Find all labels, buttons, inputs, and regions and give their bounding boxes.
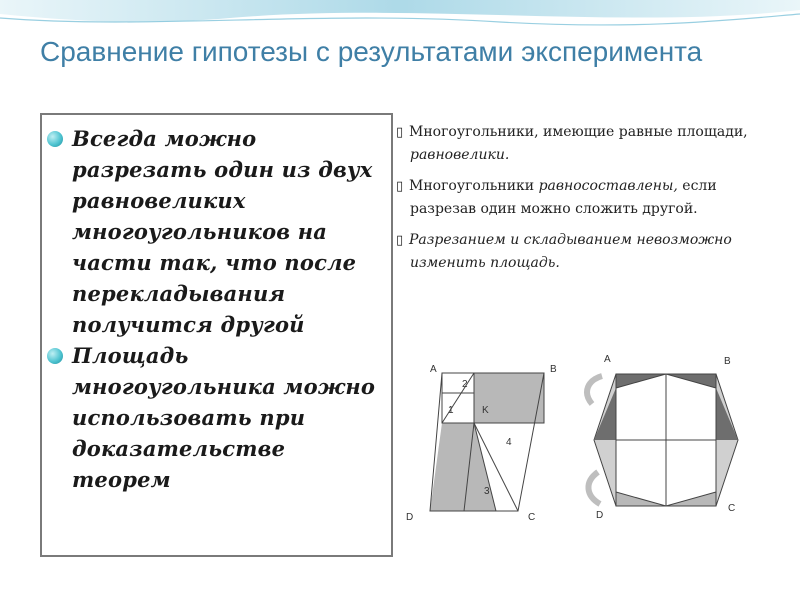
missing-glyph-square-icon: ▯: [396, 179, 404, 194]
hypothesis-text-2: Площадь многоугольника можно использовать при доказательстве теорем: [72, 343, 376, 492]
result-3-text: Разрезанием и складыванием невозможно изменить площадь.: [409, 232, 732, 271]
hypothesis-box: [40, 113, 393, 557]
result-1-text: Многоугольники, имеющие равные площади,: [409, 124, 748, 140]
octagon-square-dissection-figure: [578, 348, 754, 524]
vertex-label-c: C: [528, 512, 536, 523]
result-1-term: равновелики.: [410, 147, 510, 163]
missing-glyph-square-icon: ▯: [396, 233, 404, 248]
hypothesis-text-1: Всегда можно разрезать один из двух равновеликих многоугольников на части так, что после перекладывания получится другой: [72, 126, 373, 337]
result-2-text-c: если разрезав один можно сложить другой.: [410, 178, 717, 217]
piece-label-1: 1: [448, 405, 454, 416]
parallelogram-dissection-figure: [400, 355, 568, 525]
piece-label-3: 3: [484, 486, 490, 497]
result-paragraph-3: [396, 229, 776, 274]
vertex-label-d: D: [596, 510, 604, 521]
vertex-label-c: C: [728, 503, 736, 514]
experiment-results-text: [396, 121, 776, 283]
vertex-label-a: A: [604, 354, 611, 365]
vertex-label-b: B: [550, 364, 557, 375]
vertex-label-a: A: [430, 364, 437, 375]
teal-sphere-bullet-icon: [47, 131, 63, 147]
curved-arrow-icon: [587, 376, 602, 404]
result-paragraph-1: [396, 121, 776, 166]
result-2-text-a: Многоугольники: [409, 178, 539, 194]
teal-sphere-bullet-icon: [47, 348, 63, 364]
vertex-label-b: B: [724, 356, 731, 367]
piece-label-2: 2: [462, 379, 468, 390]
point-label-k: K: [482, 405, 489, 416]
missing-glyph-square-icon: ▯: [396, 125, 404, 140]
hypothesis-bullet-1: [72, 123, 385, 340]
result-2-term: равносоставлены,: [538, 178, 678, 194]
result-paragraph-2: [396, 175, 776, 220]
hypothesis-bullet-2: [72, 340, 385, 495]
slide-title: Сравнение гипотезы с результатами эксперимента: [40, 36, 703, 67]
piece-label-4: 4: [506, 437, 512, 448]
curved-arrow-icon: [588, 472, 600, 504]
vertex-label-d: D: [406, 512, 414, 523]
